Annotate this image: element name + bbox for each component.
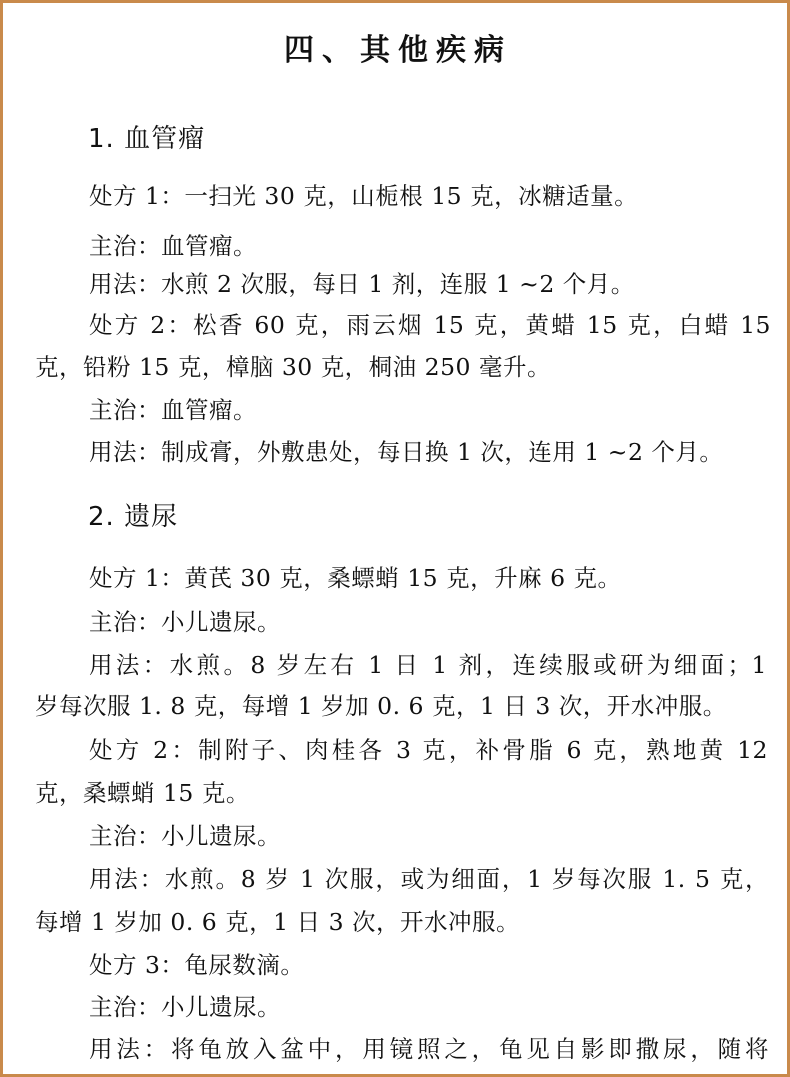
paragraph-line: 处方 1：一扫光 30 克，山栀根 15 克，冰糖适量。 [89, 182, 639, 210]
paragraph-line: 主治：小儿遗尿。 [89, 993, 281, 1021]
paragraph-line: 每增 1 岁加 0. 6 克，1 日 3 次，开水冲服。 [35, 908, 520, 936]
paragraph-line: 用法：制成膏，外敷患处，每日换 1 次，连用 1 ~2 个月。 [89, 438, 724, 466]
paragraph-line: 主治：小儿遗尿。 [89, 822, 281, 850]
paragraph-line: 主治：血管瘤。 [89, 396, 257, 424]
paragraph-line: 处方 3：龟尿数滴。 [89, 951, 305, 979]
paragraph-line: 处方 2：松香 60 克，雨云烟 15 克，黄蜡 15 克，白蜡 15 [89, 311, 771, 339]
section-heading-hemangioma: 1. 血管瘤 [88, 124, 206, 154]
paragraph-line: 克，桑螵蛸 15 克。 [35, 779, 250, 807]
paragraph-line: 主治：小儿遗尿。 [89, 608, 281, 636]
paragraph-line: 处方 1：黄芪 30 克，桑螵蛸 15 克，升麻 6 克。 [89, 564, 622, 592]
paragraph-line: 主治：血管瘤。 [89, 232, 257, 260]
paragraph-line: 岁每次服 1. 8 克，每增 1 岁加 0. 6 克，1 日 3 次，开水冲服。 [35, 692, 727, 720]
paragraph-line: 用法：水煎。8 岁左右 1 日 1 剂，连续服或研为细面；1 [89, 651, 767, 679]
paragraph-line: 处方 2：制附子、肉桂各 3 克，补骨脂 6 克，熟地黄 12 [89, 736, 768, 764]
section-heading-enuresis: 2. 遗尿 [88, 502, 179, 532]
paragraph-line: 克，铅粉 15 克，樟脑 30 克，桐油 250 毫升。 [35, 353, 551, 381]
paragraph-line: 用法：水煎 2 次服，每日 1 剂，连服 1 ~2 个月。 [89, 270, 635, 298]
paragraph-line: 用法：水煎。8 岁 1 次服，或为细面，1 岁每次服 1. 5 克， [89, 865, 769, 893]
paragraph-line: 用法：将龟放入盆中，用镜照之，龟见自影即撒尿，随将 [89, 1035, 769, 1063]
page-title: 四、其他疾病 [284, 33, 512, 68]
